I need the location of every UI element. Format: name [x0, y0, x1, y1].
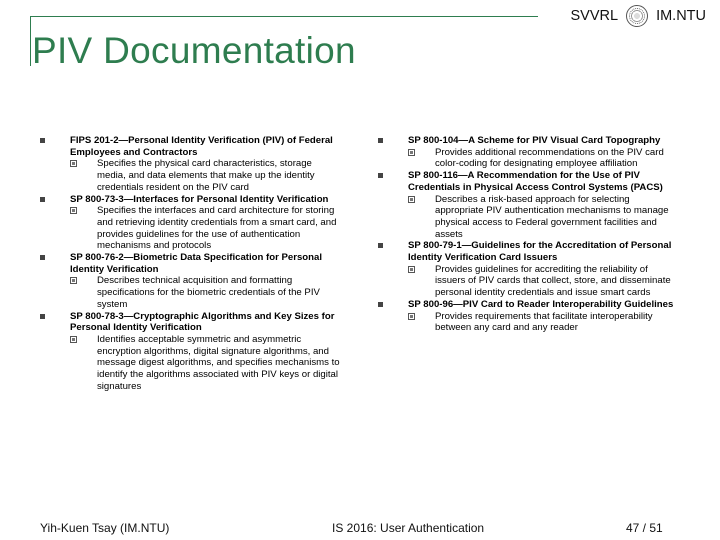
- list-item: [40, 194, 340, 206]
- footer-author: Yih-Kuen Tsay (IM.NTU): [40, 521, 170, 535]
- header-side-rule: [30, 16, 31, 66]
- sub-item: [40, 334, 340, 393]
- footer-course: IS 2016: User Authentication: [332, 521, 485, 535]
- hollow-square-bullet-icon: [408, 196, 415, 203]
- square-bullet-icon: [378, 138, 383, 143]
- sub-item-text: Provides requirements that facilitate interoperability between any card and any reader: [435, 310, 653, 334]
- sub-item: [378, 194, 678, 241]
- sub-item-text: Specifies the physical card characteristics, storage media, and data elements that make up the identity credentials resident on the PIV card: [97, 158, 315, 193]
- header-rule: [30, 16, 538, 17]
- header-brand: [571, 5, 707, 27]
- sub-item: [40, 158, 340, 193]
- list-item: [40, 252, 340, 275]
- list-item: [378, 240, 678, 263]
- square-bullet-icon: [378, 302, 383, 307]
- sub-item: [378, 147, 678, 170]
- list-item: [378, 135, 678, 147]
- item-title: SP 800-78-3—Cryptographic Algorithms and Key Sizes for Personal Identity Verification: [70, 310, 335, 334]
- hollow-square-bullet-icon: [70, 277, 77, 284]
- sub-item: [40, 275, 340, 310]
- square-bullet-icon: [378, 243, 383, 248]
- list-item: [378, 170, 678, 193]
- right-column: [378, 135, 678, 334]
- item-title: SP 800-73-3—Interfaces for Personal Identity Verification: [70, 193, 329, 205]
- square-bullet-icon: [40, 138, 45, 143]
- sub-item-text: Describes technical acquisition and formatting specifications for the biometric credentials of the PIV system: [97, 275, 320, 310]
- hollow-square-bullet-icon: [408, 266, 415, 273]
- list-item: [378, 299, 678, 311]
- university-seal-icon: [626, 5, 648, 27]
- square-bullet-icon: [378, 173, 383, 178]
- sub-item: [378, 311, 678, 334]
- header-dept-label: IM.NTU: [656, 8, 706, 24]
- sub-item-text: Describes a risk-based approach for selecting appropriate PIV authentication mechanisms to manage physical access to Federal government facilities and assets: [435, 193, 669, 240]
- hollow-square-bullet-icon: [408, 149, 415, 156]
- hollow-square-bullet-icon: [408, 313, 415, 320]
- footer-page-number: 47 / 51: [626, 521, 663, 535]
- left-column: [40, 135, 340, 392]
- item-title: SP 800-76-2—Biometric Data Specification for Personal Identity Verification: [70, 252, 323, 275]
- square-bullet-icon: [40, 255, 45, 260]
- list-item: [40, 135, 340, 158]
- header-lab-label: SVVRL: [570, 8, 619, 24]
- list-item: [40, 311, 340, 334]
- sub-item: [40, 205, 340, 252]
- square-bullet-icon: [40, 314, 45, 319]
- hollow-square-bullet-icon: [70, 207, 77, 214]
- item-title: SP 800-104—A Scheme for PIV Visual Card Topography: [408, 135, 661, 146]
- sub-item-text: Provides guidelines for accrediting the reliability of issuers of PIV cards that collect, store, and disseminate personal identity credentials and issue smart cards: [435, 263, 671, 299]
- item-title: SP 800-96—PIV Card to Reader Interoperability Guidelines: [408, 298, 674, 310]
- sub-item: [378, 264, 678, 299]
- sub-item-text: Specifies the interfaces and card architecture for storing and retrieving identity credentials from a smart card, and provides guidelines for the use of authentication mechanisms and protocols: [97, 205, 337, 252]
- square-bullet-icon: [40, 197, 45, 202]
- item-title: FIPS 201-2—Personal Identity Verification (PIV) of Federal Employees and Contractors: [70, 135, 333, 158]
- hollow-square-bullet-icon: [70, 160, 77, 167]
- sub-item-text: Identifies acceptable symmetric and asymmetric encryption algorithms, digital signature algorithms, and message digest algorithms, and specifies mechanisms to identify the algorithms associated with PIV keys or digital signatures: [97, 333, 340, 392]
- slide-title: PIV Documentation: [32, 30, 356, 71]
- hollow-square-bullet-icon: [70, 336, 77, 343]
- item-title: SP 800-116—A Recommendation for the Use of PIV Credentials in Physical Access Control Systems (PACS): [408, 170, 663, 193]
- sub-item-text: Provides additional recommendations on the PIV card color-coding for designating employee affiliation: [435, 146, 664, 170]
- item-title: SP 800-79-1—Guidelines for the Accreditation of Personal Identity Verification Card Issuers: [408, 240, 672, 264]
